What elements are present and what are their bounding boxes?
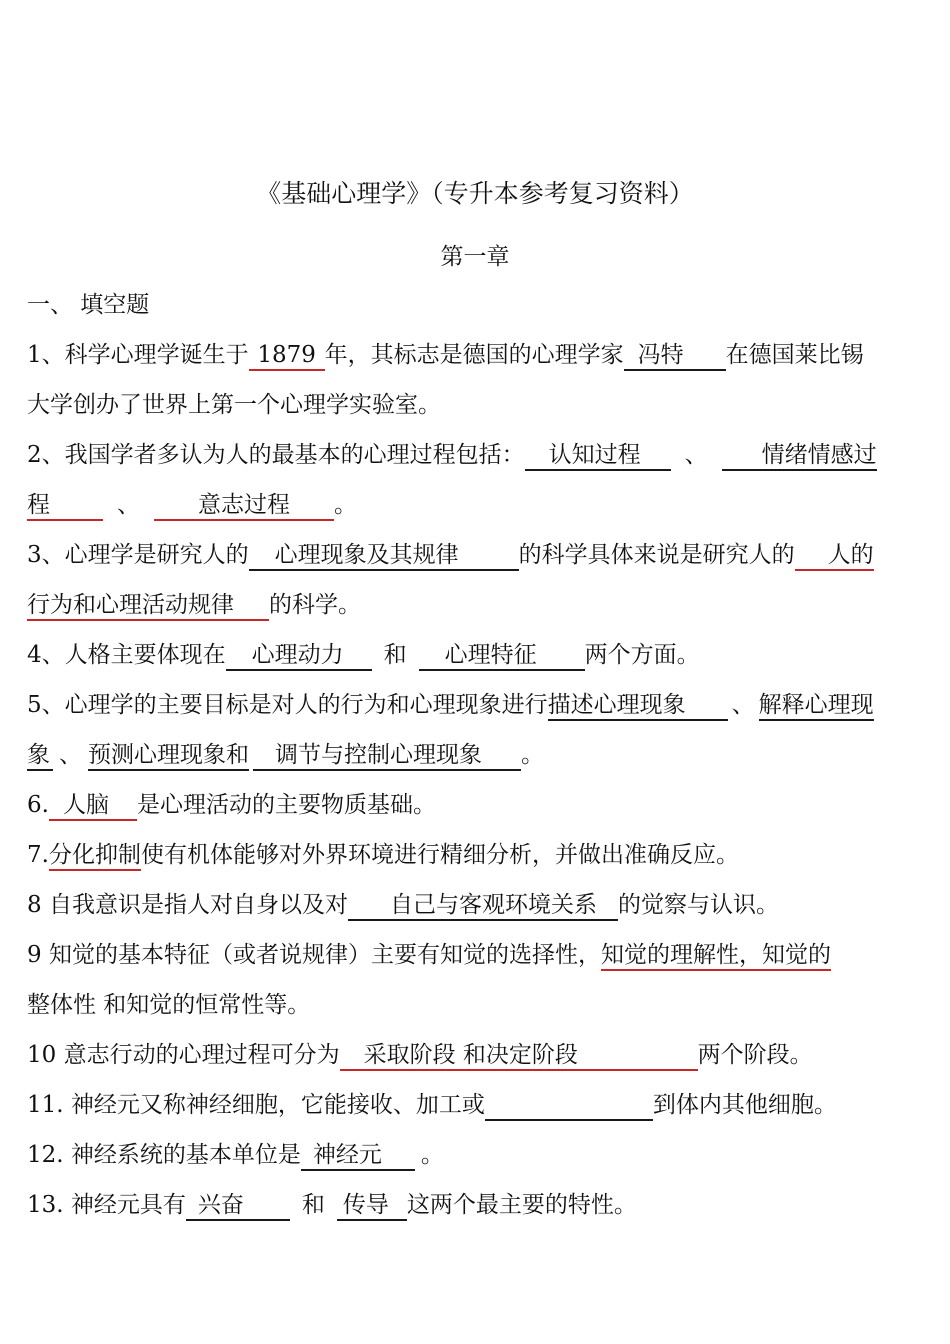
answer-blank: 程 (27, 491, 103, 521)
answer-blank: 情绪情感过 (722, 441, 877, 471)
answer-blank: 象 (27, 741, 53, 771)
answer-blank: 人的 (795, 541, 874, 571)
question-5-cont: 象 、 预测心理现象和 调节与控制心理现象 。 (27, 739, 544, 771)
answer-blank: 1879 (249, 341, 325, 371)
answer-blank: 心理现象及其规律 (249, 541, 519, 571)
answer-blank: 自己与客观环境关系 (348, 891, 618, 921)
answer-blank (485, 1091, 653, 1121)
question-3-cont: 行为和心理活动规律 的科学。 (27, 589, 361, 621)
answer-blank: 冯特 (624, 341, 726, 371)
question-12: 12. 神经系统的基本单位是 神经元 。 (27, 1139, 444, 1171)
question-1-cont: 大学创办了世界上第一个心理学实验室。 (27, 392, 441, 418)
answer-blank: 采取阶段 和决定阶段 (340, 1041, 698, 1071)
question-3: 3、心理学是研究人的 心理现象及其规律 的科学具体来说是研究人的 人的 (27, 539, 874, 571)
answer-blank: 认知过程 (525, 441, 671, 471)
question-5: 5、心理学的主要目标是对人的行为和心理现象进行描述心理现象 、 解释心理现 (27, 689, 874, 721)
question-1: 1、科学心理学诞生于 1879 年，其标志是德国的心理学家 冯特 在德国莱比锡 (27, 339, 864, 371)
answer-blank: 解释心理现 (759, 691, 874, 721)
question-9-cont: 整体性 和知觉的恒常性等。 (27, 992, 311, 1018)
question-2-cont: 程 、 意志过程 。 (27, 489, 357, 521)
answer-blank: 神经元 (301, 1141, 415, 1171)
question-4: 4、人格主要体现在 心理动力 和 心理特征 两个方面。 (27, 639, 700, 671)
section-heading: 一、 填空题 (27, 292, 150, 318)
answer-blank: 兴奋 (186, 1191, 290, 1221)
answer-blank: 行为和心理活动规律 (27, 591, 269, 621)
question-7: 7.分化抑制使有机体能够对外界环境进行精细分析，并做出准确反应。 (27, 839, 739, 871)
question-13: 13. 神经元具有 兴奋 和 传导 这两个最主要的特性。 (27, 1189, 637, 1221)
question-11: 11. 神经元又称神经细胞，它能接收、加工或 到体内其他细胞。 (27, 1089, 837, 1121)
answer-blank: 传导 (337, 1191, 407, 1221)
question-2: 2、我国学者多认为人的最基本的心理过程包括： 认知过程 、 情绪情感过 (27, 439, 877, 471)
document-title: 《基础心理学》（专升本参考复习资料） (256, 179, 694, 208)
answer-blank: 心理特征 (419, 641, 585, 671)
answer-blank: 心理动力 (226, 641, 372, 671)
chapter-heading: 第一章 (440, 244, 510, 270)
question-6: 6. 人脑 是心理活动的主要物质基础。 (27, 789, 436, 821)
question-9: 9 知觉的基本特征（或者说规律）主要有知觉的选择性，知觉的理解性，知觉的 (27, 939, 831, 971)
question-10: 10 意志行动的心理过程可分为 采取阶段 和决定阶段 两个阶段。 (27, 1039, 813, 1071)
answer-blank: 描述心理现象 (548, 691, 728, 721)
answer-blank: 预测心理现象和 (88, 741, 249, 771)
answer-blank: 调节与控制心理现象 (253, 741, 521, 771)
answer-blank: 意志过程 (154, 491, 334, 521)
answer-blank: 知觉的理解性，知觉的 (601, 941, 831, 971)
answer-blank: 人脑 (49, 791, 137, 821)
answer-blank: 分化抑制 (49, 841, 141, 871)
question-8: 8 自我意识是指人对自身以及对 自己与客观环境关系 的觉察与认识。 (27, 889, 779, 921)
